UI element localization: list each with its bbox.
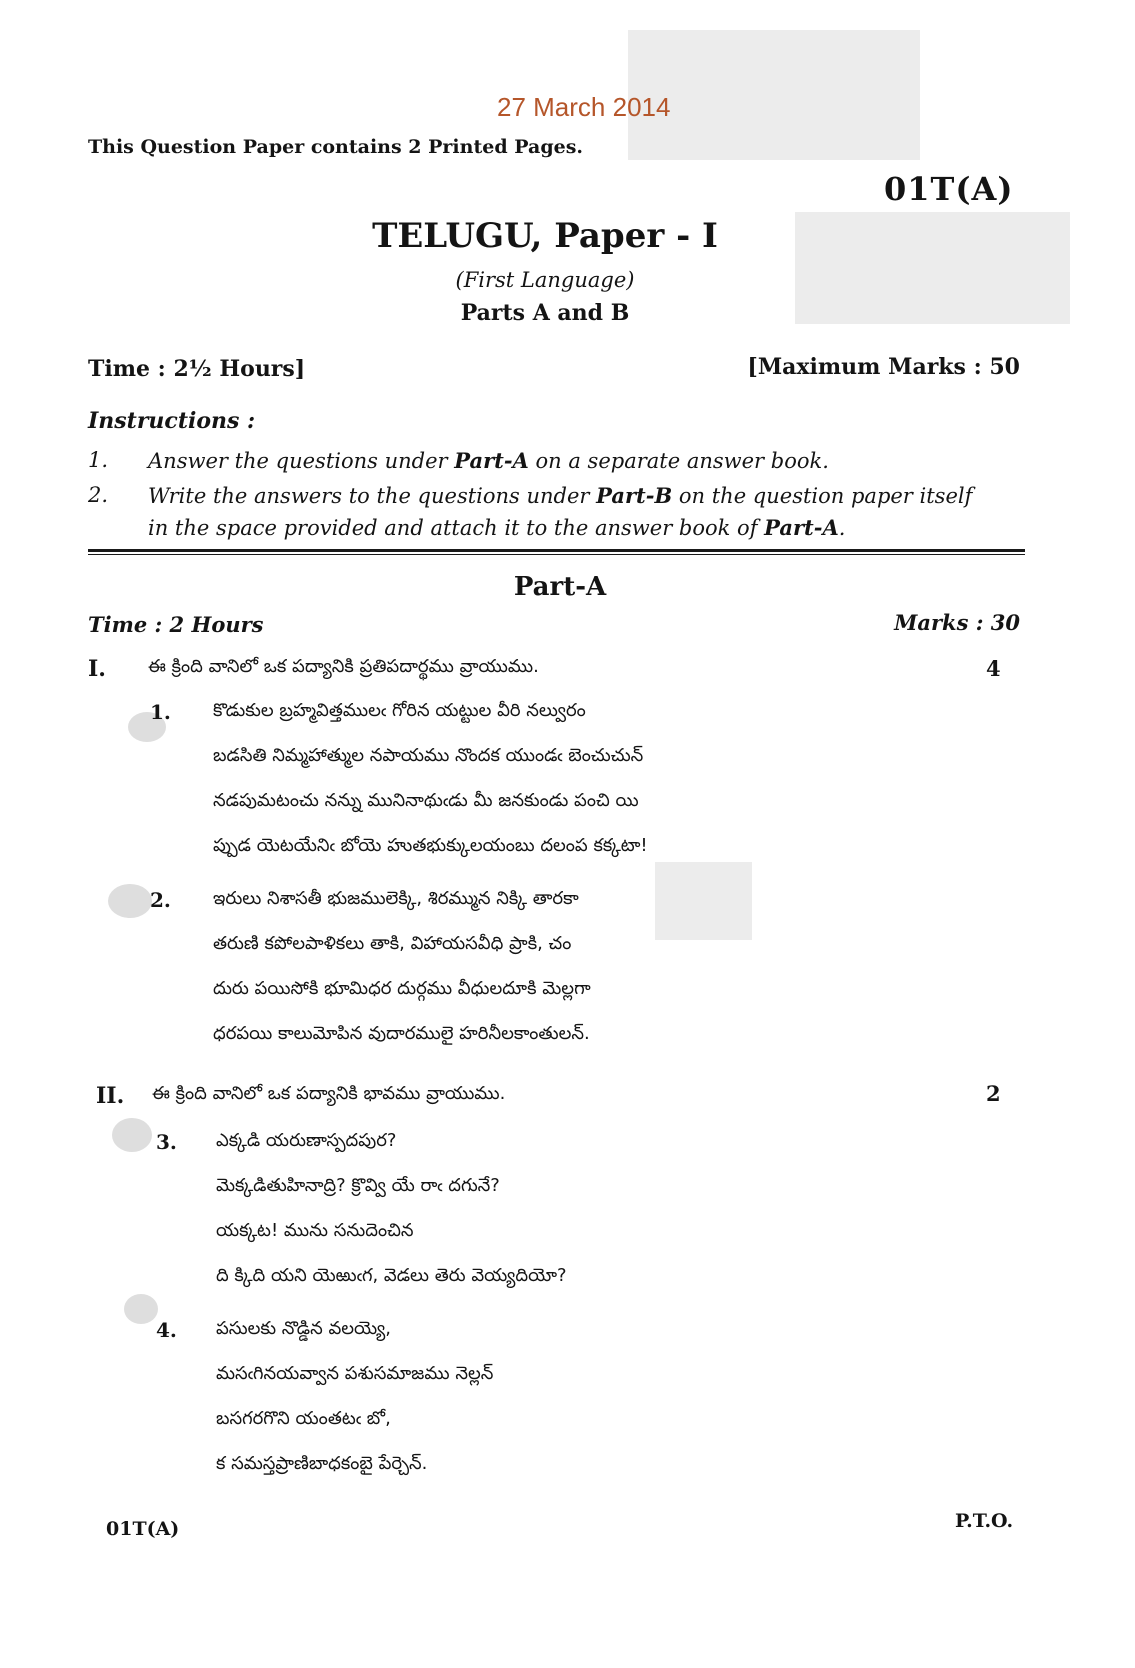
poem-line: పసులకు నొడ్డిన వలయ్యె,: [216, 1318, 391, 1339]
maximum-marks: [Maximum Marks : 50: [747, 354, 1020, 380]
poem-line: ప్పుడ యెటయేనిఁ బోయె హుతభుక్కులయంబు దలంప కక్కటా!: [213, 835, 648, 856]
poem-line: కొడుకుల బ్రహ్మవిత్తములఁ గోరిన యట్టుల వీరి నల్వురం: [213, 700, 586, 721]
section-marks: 2: [986, 1081, 1001, 1106]
poem-line: ఇరులు నిశాసతీ భుజములెక్కి, శిరమ్మున నిక్కి తారకా: [213, 888, 579, 909]
poem-line: యక్కట! మును సనుదెంచిన: [216, 1220, 414, 1241]
part-a-time: Time : 2 Hours: [88, 612, 264, 637]
instruction-1: Answer the questions under Part-A on a separate answer book.: [148, 448, 829, 473]
poem-number: 3.: [156, 1130, 177, 1154]
poem-number: 1.: [150, 700, 171, 724]
scan-patch-right: [795, 212, 1070, 324]
divider-rule-thin: [88, 554, 1025, 555]
poem-line: మెక్కడితుహినాద్రి? క్రొవ్వి యే రాఁ దగునే?: [216, 1175, 500, 1196]
poem-line: బసగరగొని యంతటఁ బో,: [216, 1408, 391, 1429]
smudge-4: [124, 1294, 158, 1324]
poem-line: బడసితి నిమ్మహాత్ముల నపాయము నొందక యుండఁ బెంచుచున్: [213, 745, 644, 766]
section-question: ఈ క్రింది వానిలో ఒక పద్యానికి భావము వ్రాయుము.: [152, 1083, 506, 1104]
section-question: ఈ క్రింది వానిలో ఒక పద్యానికి ప్రతిపదార్థము వ్రాయుము.: [148, 656, 539, 677]
scan-patch-top: [628, 30, 920, 160]
instructions-heading: Instructions :: [88, 408, 256, 434]
date-stamp: 27 March 2014: [497, 92, 671, 122]
poem-line: తరుణి కపోలపాళికలు తాకి, విహాయసవీధి ప్రాకి, చం: [213, 933, 572, 954]
please-turn-over: P.T.O.: [955, 1510, 1014, 1532]
part-a-marks: Marks : 30: [894, 610, 1020, 635]
paper-subtitle: (First Language): [455, 268, 635, 292]
part-a-heading: Part-A: [513, 572, 607, 602]
poem-number: 4.: [156, 1318, 177, 1342]
poem-line: ది క్కిది యని యెఱుఁగ, వెడలు తెరు వెయ్యదియో?: [216, 1265, 567, 1286]
poem-line: దురు పయిసోకి భూమిధర దుర్గము వీధులదూకి మెల్లగా: [213, 978, 591, 999]
poem-number: 2.: [150, 888, 171, 912]
printed-pages-note: This Question Paper contains 2 Printed Pages.: [88, 136, 584, 158]
paper-title: TELUGU, Paper - I: [372, 216, 718, 256]
section-number: I.: [88, 656, 106, 682]
footer-paper-code: 01T(A): [106, 1518, 180, 1540]
smudge-2: [108, 884, 152, 918]
total-time: Time : 2½ Hours]: [88, 356, 306, 382]
section-number: II.: [96, 1083, 125, 1109]
poem-line: ఎక్కడి యరుణాస్పదపుర?: [216, 1130, 397, 1151]
instruction-2-continued: in the space provided and attach it to the answer book of Part-A.: [148, 515, 846, 540]
poem-line: ధరపయి కాలుమోపిన వుదారములై హరినీలకాంతులన్.: [213, 1023, 590, 1044]
instruction-2: Write the answers to the questions under Part-B on the question paper itself: [148, 483, 973, 508]
scan-patch-middle: [655, 862, 752, 940]
instruction-number: 1.: [88, 448, 109, 472]
paper-code: 01T(A): [884, 170, 1014, 208]
paper-parts: Parts A and B: [460, 300, 630, 326]
instruction-number: 2.: [88, 483, 109, 507]
poem-line: క సమస్తప్రాణిబాధకంబై పేర్చెన్.: [216, 1453, 428, 1474]
poem-line: నడపుమటంచు నన్ను మునినాథుఁడు మీ జనకుండు పంచి యి: [213, 790, 639, 811]
poem-line: మసఁగినయవ్వాన పశుసమాజము నెల్లన్: [216, 1363, 494, 1384]
smudge-3: [112, 1118, 152, 1152]
divider-rule: [88, 549, 1025, 552]
section-marks: 4: [986, 656, 1001, 681]
